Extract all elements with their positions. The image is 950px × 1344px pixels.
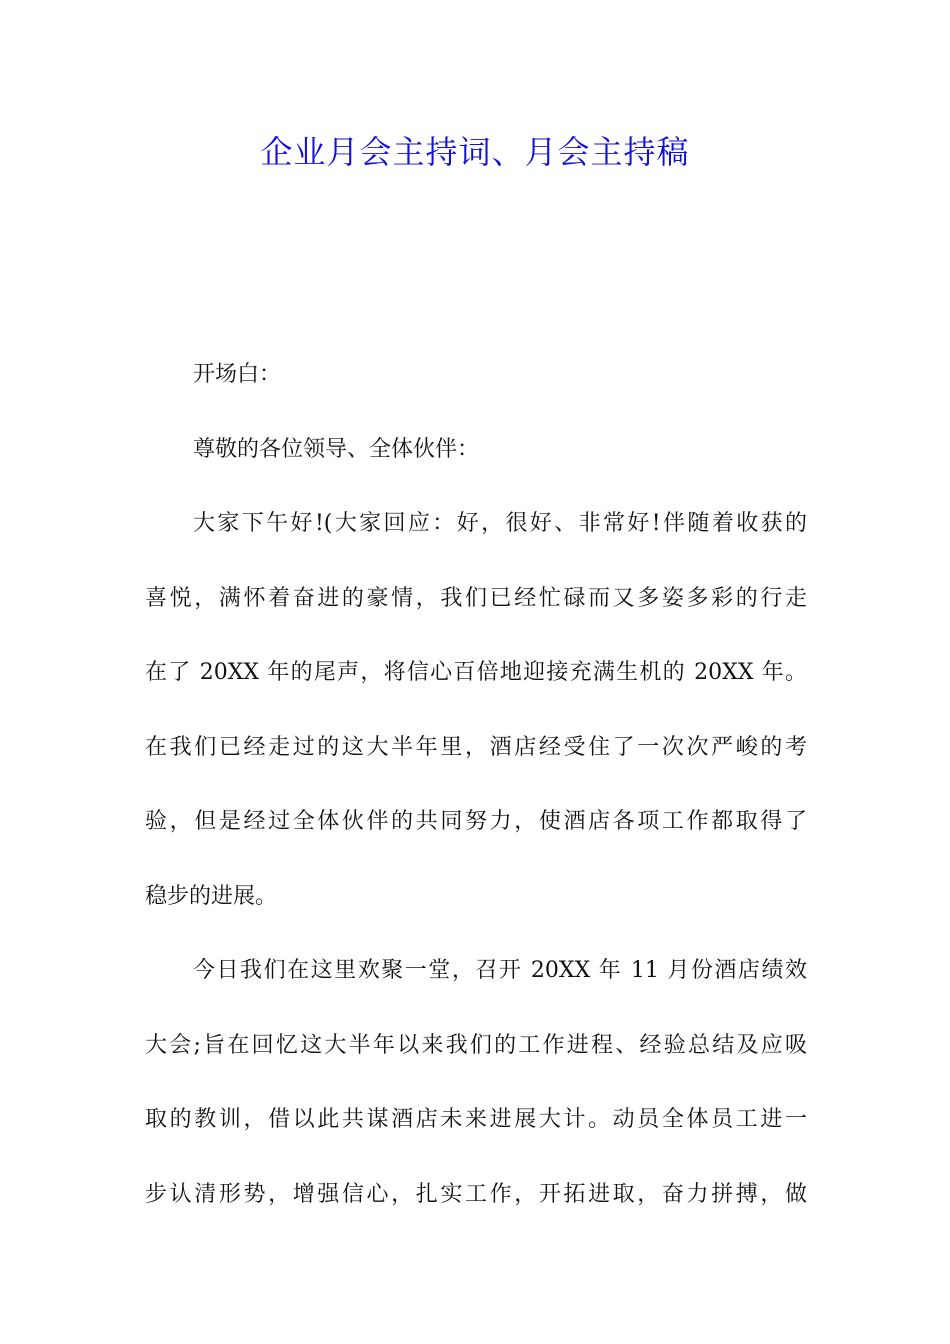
paragraph-line: 尊敬的各位领导、全体伙伴： [193,436,480,462]
paragraph-line: 验，但是经过全体伙伴的共同努力，使酒店各项工作都取得了 [145,809,807,834]
paragraph-line: 开场白： [193,362,282,387]
paragraph-line: 喜悦，满怀着奋进的豪情，我们已经忙碌而又多姿多彩的行走 [145,585,807,611]
paragraph-line: 大会;旨在回忆这大半年以来我们的工作进程、经验总结及应吸 [145,1032,807,1058]
paragraph-line: 取的教训，借以此共谋酒店未来进展大计。动员全体员工进一 [145,1107,807,1132]
paragraph-line: 在我们已经走过的这大半年里，酒店经受住了一次次严峻的考 [145,734,807,760]
paragraph-line: 在了 20XX 年的尾声，将信心百倍地迎接充满生机的 20XX 年。 [145,660,807,685]
document-body [145,338,807,1232]
paragraph-line: 步认清形势，增强信心，扎实工作，开拓进取，奋力拼搏，做 [145,1181,807,1207]
paragraph-line: 大家下午好!(大家回应：好，很好、非常好!伴随着收获的 [193,511,807,536]
paragraph-line: 今日我们在这里欢聚一堂，召开 20XX 年 11 月份酒店绩效 [193,958,807,983]
document-title: 企业月会主持词、月会主持稿 [260,133,690,171]
paragraph-line: 稳步的进展。 [145,883,278,909]
